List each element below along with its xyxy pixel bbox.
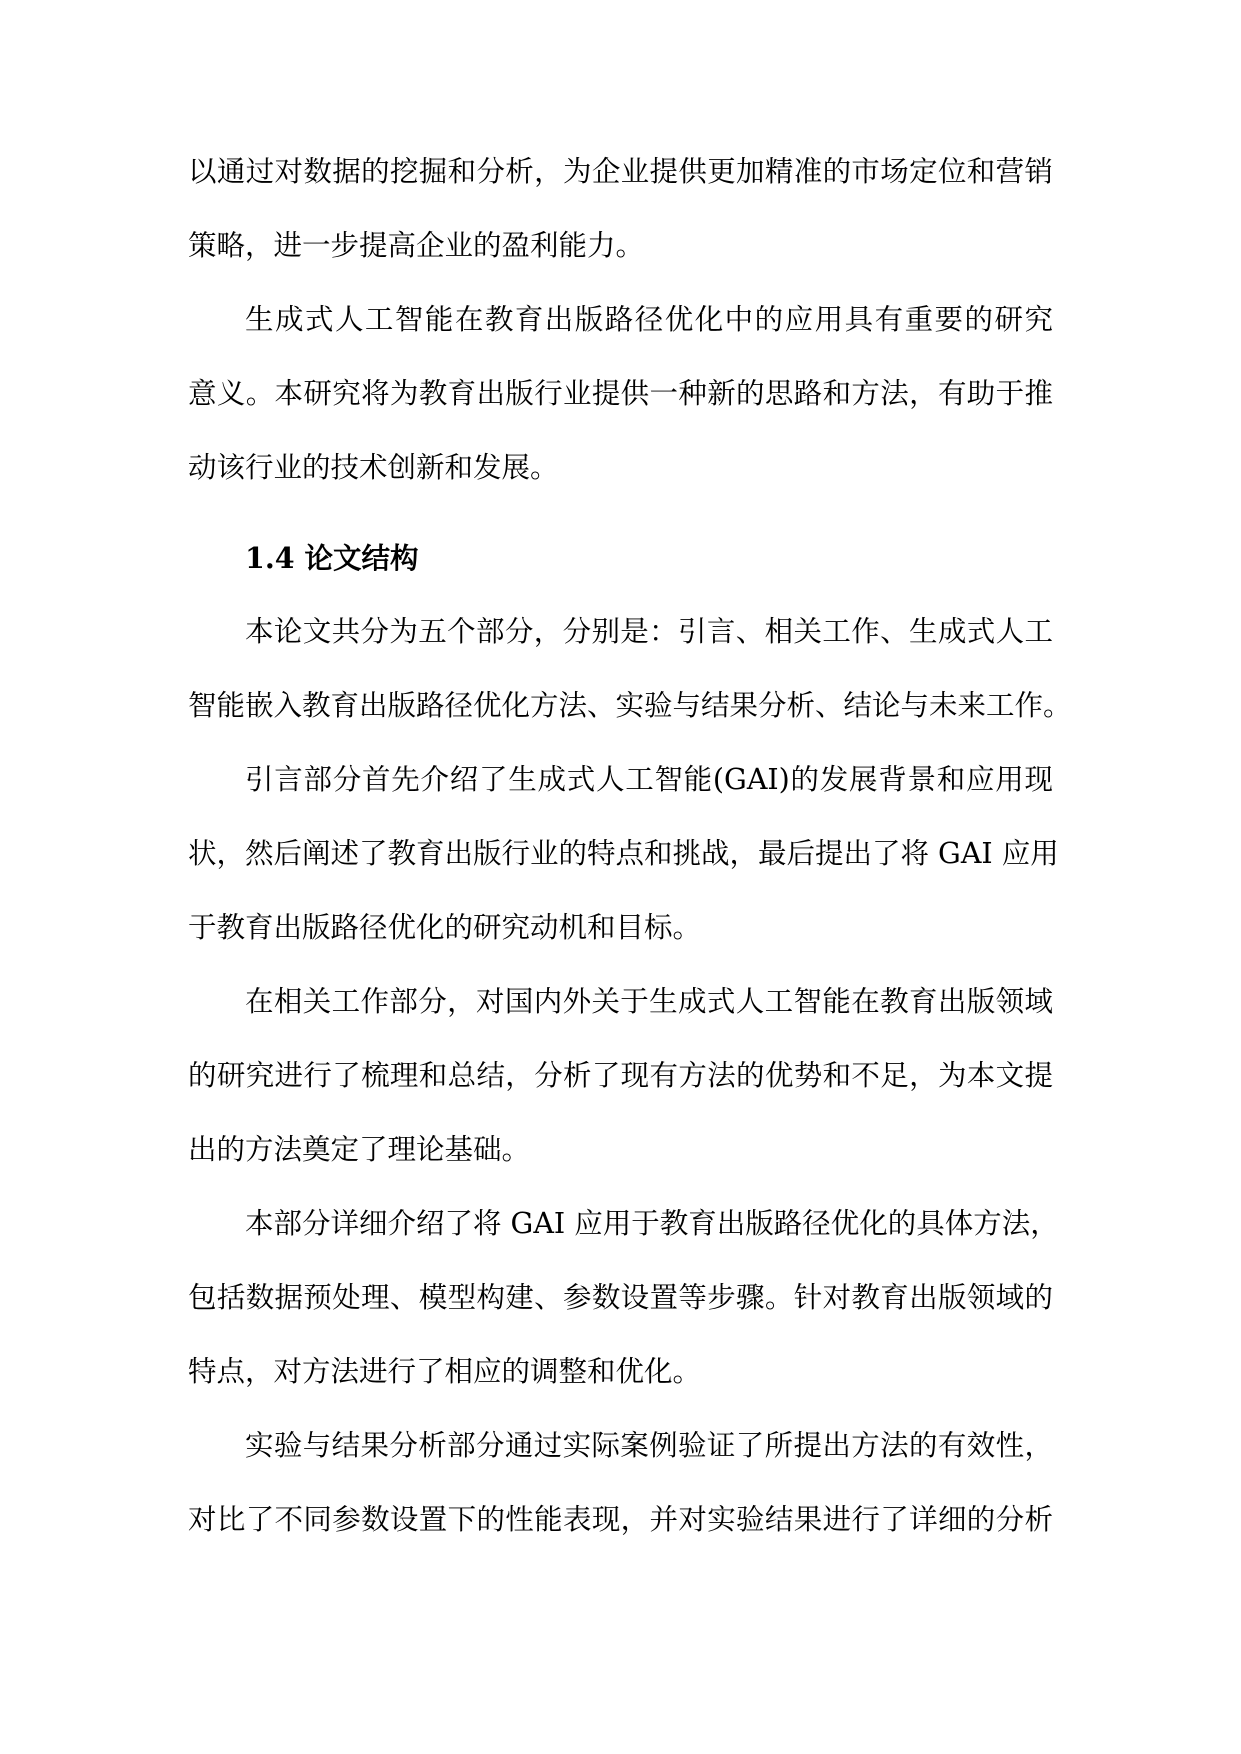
paragraph-line: 出的方法奠定了理论基础。 (188, 1133, 531, 1166)
paragraph-line: 动该行业的技术创新和发展。 (188, 451, 559, 484)
paragraph (188, 146, 1053, 294)
section-heading: 1.4 论文结构 (245, 541, 419, 575)
paragraph-line: 状，然后阐述了教育出版行业的特点和挑战，最后提出了将 GAI 应用 (188, 837, 1059, 870)
paragraph-line: 智能嵌入教育出版路径优化方法、实验与结果分析、结论与未来工作。 (188, 689, 1072, 722)
paragraph-line: 意义。本研究将为教育出版行业提供一种新的思路和方法，有助于推 (188, 377, 1053, 410)
paragraph-line: 策略，进一步提高企业的盈利能力。 (188, 229, 645, 262)
paragraph-line: 包括数据预处理、模型构建、参数设置等步骤。针对教育出版领域的 (188, 1281, 1053, 1314)
paragraph-line: 生成式人工智能在教育出版路径优化中的应用具有重要的研究 (245, 303, 1053, 336)
paragraph (188, 606, 1072, 754)
body-text (188, 146, 1072, 1568)
paragraph-line: 的研究进行了梳理和总结，分析了现有方法的优势和不足，为本文提 (188, 1059, 1053, 1092)
paragraph-line: 以通过对数据的挖掘和分析，为企业提供更加精准的市场定位和营销 (188, 155, 1053, 188)
paragraph-line: 特点，对方法进行了相应的调整和优化。 (188, 1355, 702, 1388)
paragraph (188, 1198, 1059, 1420)
paragraph (188, 754, 1059, 976)
paragraph-line: 本部分详细介绍了将 GAI 应用于教育出版路径优化的具体方法， (245, 1207, 1059, 1240)
paragraph (188, 1420, 1053, 1568)
paragraph-line: 对比了不同参数设置下的性能表现，并对实验结果进行了详细的分析 (188, 1503, 1053, 1536)
paragraph (188, 976, 1053, 1198)
paragraph-line: 本论文共分为五个部分，分别是：引言、相关工作、生成式人工 (245, 615, 1053, 648)
paragraph-line: 实验与结果分析部分通过实际案例验证了所提出方法的有效性， (245, 1429, 1053, 1462)
paragraph-line: 引言部分首先介绍了生成式人工智能(GAI)的发展背景和应用现 (245, 763, 1053, 796)
paragraph-line: 于教育出版路径优化的研究动机和目标。 (188, 911, 702, 944)
paragraph (188, 294, 1053, 516)
paragraph-line: 在相关工作部分，对国内外关于生成式人工智能在教育出版领域 (245, 985, 1053, 1018)
